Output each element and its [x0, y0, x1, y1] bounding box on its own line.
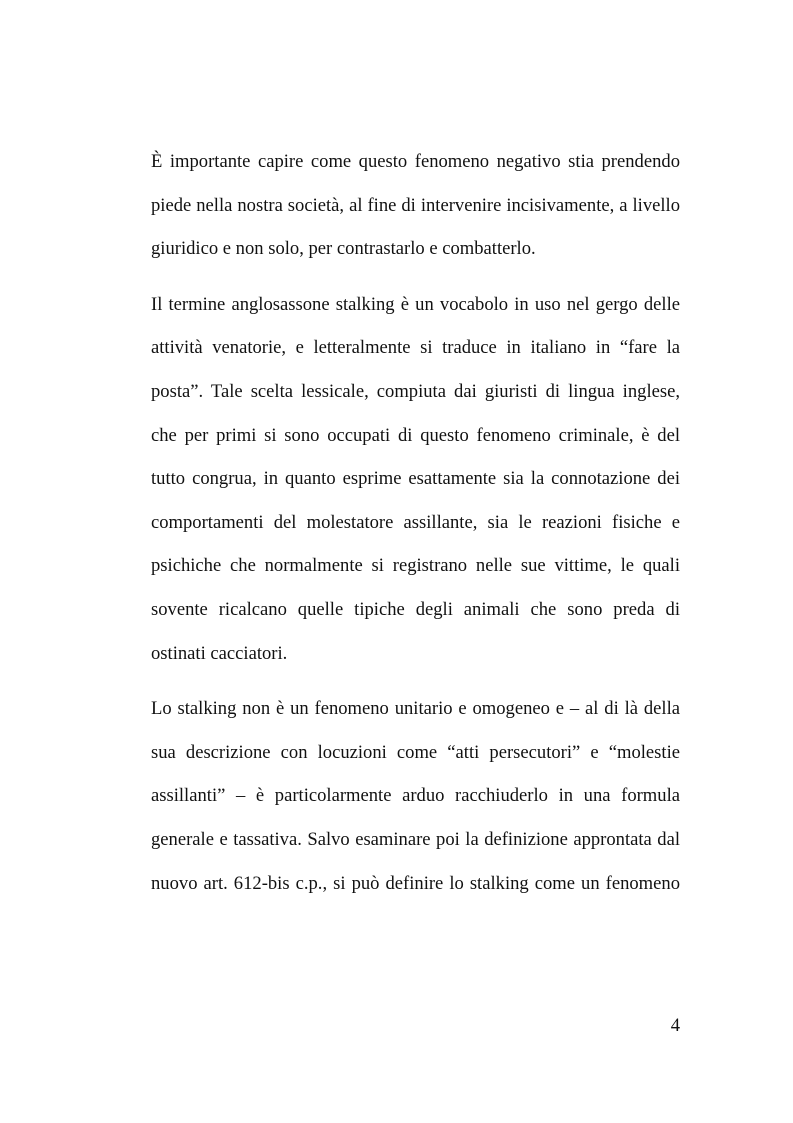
- text-line: È importante capire come questo fenomeno negativo stia prendendo: [151, 151, 680, 172]
- text-line: Il termine anglosassone stalking è un vocabolo in uso nel gergo delle: [151, 293, 680, 315]
- text-line: nuovo art. 612-bis c.p., si può definire lo stalking come un fenomeno: [151, 872, 680, 894]
- paragraph-2: [151, 283, 680, 675]
- text-line: piede nella nostra società, al fine di intervenire incisivamente, a livello: [151, 194, 680, 216]
- text-line: assillanti” – è particolarmente arduo racchiuderlo in una formula: [151, 785, 680, 807]
- text-line: posta”. Tale scelta lessicale, compiuta dai giuristi di lingua inglese,: [151, 380, 680, 402]
- body-text: [151, 140, 680, 917]
- text-line: psichiche che normalmente si registrano nelle sue vittime, le quali: [151, 555, 680, 577]
- page-number: 4: [670, 1015, 680, 1036]
- text-line: Lo stalking non è un fenomeno unitario e omogeneo e – al di là della: [151, 698, 680, 720]
- text-line: comportamenti del molestatore assillante, sia le reazioni fisiche e: [151, 511, 680, 533]
- text-line: generale e tassativa. Salvo esaminare poi la definizione approntata dal: [151, 828, 680, 850]
- text-line: tutto congrua, in quanto esprime esattamente sia la connotazione dei: [151, 468, 680, 490]
- paragraph-3: [151, 687, 680, 905]
- text-line: che per primi si sono occupati di questo fenomeno criminale, è del: [151, 424, 680, 446]
- text-line: ostinati cacciatori.: [151, 642, 288, 664]
- text-line: sua descrizione con locuzioni come “atti persecutori” e “molestie: [151, 741, 680, 763]
- text-line: giuridico e non solo, per contrastarlo e combatterlo.: [151, 238, 536, 260]
- paragraph-1: [151, 140, 680, 271]
- text-line: attività venatorie, e letteralmente si traduce in italiano in “fare la: [151, 337, 680, 359]
- text-line: sovente ricalcano quelle tipiche degli animali che sono preda di: [151, 598, 680, 620]
